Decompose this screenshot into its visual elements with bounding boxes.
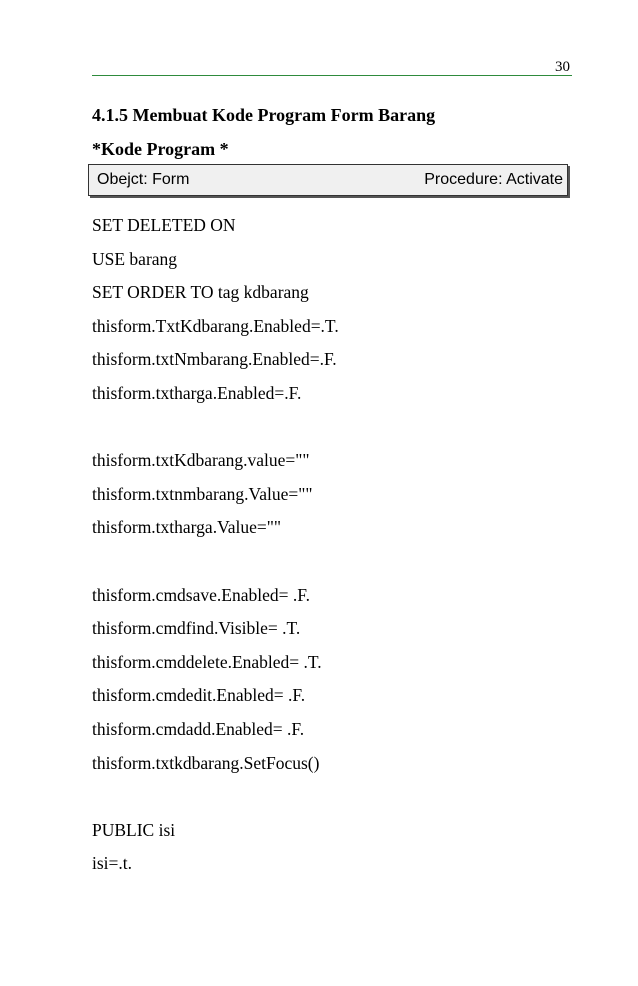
code-line: thisform.cmdedit.Enabled= .F. <box>92 685 306 706</box>
header-rule <box>92 75 572 76</box>
code-listing <box>92 211 339 883</box>
code-line: isi=.t. <box>92 853 133 874</box>
code-line: thisform.txtNmbarang.Enabled=.F. <box>92 349 337 370</box>
object-procedure-box <box>88 164 568 196</box>
code-line: thisform.txtnmbarang.Value="" <box>92 483 313 504</box>
code-line: thisform.cmdadd.Enabled= .F. <box>92 718 305 739</box>
sub-heading: *Kode Program * <box>92 139 229 159</box>
code-line: thisform.cmdfind.Visible= .T. <box>92 618 301 639</box>
page-number: 30 <box>555 59 570 75</box>
code-line: USE barang <box>92 248 178 269</box>
code-line: PUBLIC isi <box>92 819 176 840</box>
procedure-label: Procedure: Activate <box>424 171 563 188</box>
blank-line <box>92 547 339 581</box>
code-line: SET ORDER TO tag kdbarang <box>92 282 309 303</box>
blank-line <box>92 413 339 447</box>
code-line: thisform.txtKdbarang.value="" <box>92 450 310 471</box>
code-line: thisform.cmddelete.Enabled= .T. <box>92 651 322 672</box>
blank-line <box>92 782 339 816</box>
code-line: thisform.txtharga.Enabled=.F. <box>92 382 302 403</box>
code-line: SET DELETED ON <box>92 215 236 235</box>
code-line: thisform.cmdsave.Enabled= .F. <box>92 584 310 605</box>
object-label: Obejct: Form <box>97 171 190 188</box>
code-line: thisform.TxtKdbarang.Enabled=.T. <box>92 315 339 336</box>
code-line: thisform.txtharga.Value="" <box>92 517 282 538</box>
code-line: thisform.txtkdbarang.SetFocus() <box>92 752 320 773</box>
section-heading: 4.1.5 Membuat Kode Program Form Barang <box>92 105 436 125</box>
